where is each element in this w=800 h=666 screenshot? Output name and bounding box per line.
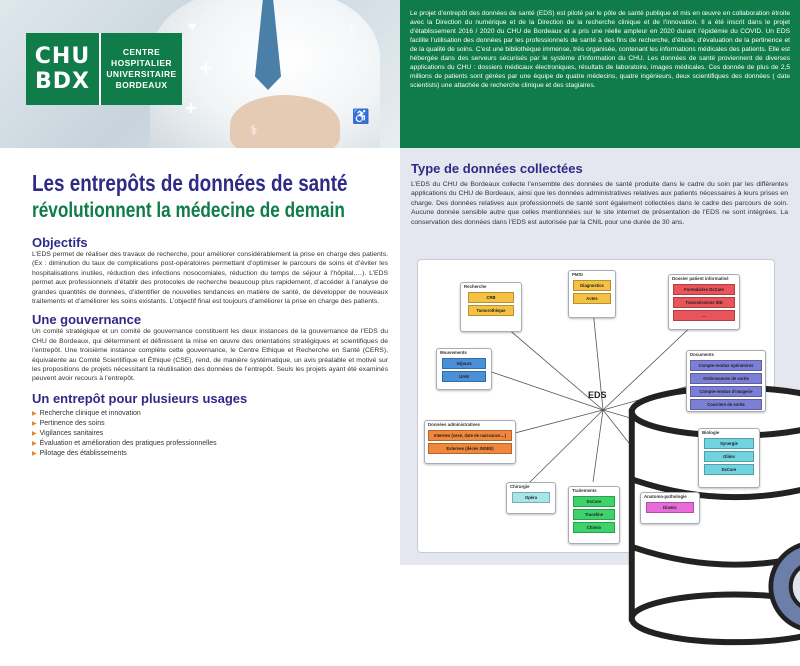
box-item: Externes (décès INSEE): [428, 443, 512, 454]
box-item: UAM: [442, 371, 486, 382]
logo-name-line: HOSPITALIER: [111, 58, 172, 68]
hero-photo: [0, 0, 400, 148]
medical-cross-icon: ✚: [185, 100, 197, 116]
types-heading: Type de données collectées: [411, 161, 583, 176]
triangle-bullet-icon: ▶: [32, 450, 37, 457]
objectifs-heading: Objectifs: [32, 235, 88, 250]
box-item: Formulaires DxCare: [673, 284, 735, 295]
list-item-label: Pilotage des établissements: [39, 449, 127, 457]
logo-name-line: BORDEAUX: [115, 80, 168, 90]
box-item: Diagnostics: [573, 280, 611, 291]
gouvernance-text: Un comité stratégique et un comité de gouvernance constituent les deux instances de la gouvernance de l’EDS du CHU de Bordeaux, qui déterminent et définissent la mise en œuvre des orientations stratégiques et scientifiques de l’entrepôt. Une troisième instance complète cette gouvernance, le Centre Ethique et Recherche en Santé (CERS), équivalente au Comité Scientifique et Éthique (CSE), rend, de manière systématique, un avis préalable et motivé sur les propositions de projets nécessitant la réutilisation des données de l’entrepôt. Seuls les projets ayant été examinés peuvent avoir recours à l’entrepôt.: [32, 328, 388, 383]
box-item: Ordonnances de sortie: [690, 373, 762, 384]
intro-text: Le projet d’entrepôt des données de santé (EDS) est piloté par le pôle de santé publique et mis en œuvre en collaboration étroite avec la Direction du numérique et de la Direction de la recherche clinique et de l’innovation. Il a été inscrit dans le projet d’établissement 2016 / 2020 du CHU de Bordeaux et a pris une réelle ampleur en 2020 durant l’épidémie du COVID. Un EDS facilite l’utilisation des données par les professionnels de santé à des fins de recherche, d’étude, d’évaluation de la pertinence et de la qualité de soins. C’est une bibliothèque immense, très organisée, contenant les informations médicales des patients. Elle est hébergée dans des serveurs sécurisés par le système d’information du CHU. Les données de santé proviennent de diverses applications du CHU : dossiers médicaux électroniques, résultats de laboratoire, images médicales. Ces donnée de plus de 2,5 millions de patients sont gérées par une équipe de quatre médecins, quatre ingénieurs, deux scientifiques des données ( date scientists) une attachée de recherche clinique et des stagiaires.: [410, 10, 790, 89]
box-item: Actes: [573, 293, 611, 304]
usages-heading: Un entrepôt pour plusieurs usages: [32, 390, 248, 406]
intro-box: [400, 0, 800, 148]
box-title: Documents: [690, 352, 714, 357]
heart-icon: ♥: [188, 18, 197, 34]
pill-icon: ✚: [200, 60, 212, 76]
eds-database-icon: [568, 372, 638, 446]
logo-name-line: CENTRE: [122, 47, 161, 57]
box-item: DxCare: [573, 496, 615, 507]
microscope-icon: ⚕: [348, 22, 356, 38]
box-item: Courriers de sortie: [690, 399, 762, 410]
box-item: Compte-rendus opératoires: [690, 360, 762, 371]
logo-name: [101, 33, 182, 105]
diagram-box-pmsi: [568, 270, 616, 318]
gouvernance-heading: Une gouvernance: [32, 312, 142, 328]
page-title-line1: Les entrepôts de données de santé: [32, 170, 348, 196]
box-title: Dossier patient informatisé: [672, 276, 729, 281]
diagram-box-recherche: [460, 282, 522, 332]
section-objectifs: [32, 235, 388, 306]
list-item: [32, 449, 388, 459]
eds-label: EDS: [588, 390, 607, 400]
box-title: Traitements: [572, 488, 597, 493]
box-item: Séjours: [442, 358, 486, 369]
diagram-box-dossier-patient: [668, 274, 740, 330]
box-item: Synergie: [704, 438, 754, 449]
diagram-box-traitements: [568, 486, 620, 544]
list-item: [32, 409, 388, 419]
logo-name-line: UNIVERSITAIRE: [106, 69, 177, 79]
box-item: ...: [673, 310, 735, 321]
list-item-label: Pertinence des soins: [39, 419, 105, 427]
box-title: Recherche: [464, 284, 487, 289]
right-column: [400, 148, 800, 565]
logo-line-bdx: BDX: [35, 69, 90, 94]
types-text: L’EDS du CHU de Bordeaux collecte l’ensemble des données de santé produite dans le cadre du soin par les différentes applications du CHU de Bordeaux, ainsi que les données administratives relatives aux patients nécessaires à leurs prises en charge. Des données relatives aux professionnels de santé sont également collectées dans le cadre des parcours de soin. Aucune donnée sensible autre que celles mentionnées sur le site internet de présentation de l’EDS ne sont intégrées. La conservation des données dans l’EDS est autorisée par la CNIL pour une durée de 30 ans.: [411, 181, 788, 226]
list-item: [32, 429, 388, 439]
box-item: Tumorothèque: [468, 305, 514, 316]
section-usages: [32, 391, 388, 459]
diagram-box-mouvements: [436, 348, 492, 390]
eds-diagram: [417, 259, 775, 553]
box-title: Données administratives: [428, 422, 480, 427]
box-title: PMSI: [572, 272, 583, 277]
logo-line-chu: CHU: [34, 44, 91, 69]
box-item: Traceline: [573, 509, 615, 520]
diagram-box-biologie: [698, 428, 760, 488]
diagram-box-donnees-administratives: [424, 420, 516, 464]
list-item: [32, 419, 388, 429]
box-title: Biologie: [702, 430, 720, 435]
usages-list: [32, 409, 388, 459]
list-item-label: Recherche clinique et innovation: [39, 409, 141, 417]
page-title-line2: révolutionnent la médecine de demain: [32, 199, 345, 222]
wheelchair-icon: ♿: [352, 108, 370, 124]
doctor-hand-illustration: [230, 95, 340, 148]
objectifs-text: L’EDS permet de réaliser des travaux de recherche, pour améliorer considérablement la prise en charge des patients. (Ex : diminution du taux de complications post-opératoires permettant d’optimiser le parcours de soins et d’éviter les hospitalisations inutiles, réduction des infections nosocomiales, réduction du temps de séjour à l’hôpital,…). L’EDS permet aux professionnels d’établir des protocoles de recherche beaucoup plus rapidement, d’accéder à l’analyse de grandes quantités de données, d’identifier de nouvelles tendances en matière de santé, de développer de nouveaux traitements et d’améliorer les soins existants. L’objectif final est toujours d’améliorer la prise en charge des patients.: [32, 251, 388, 306]
box-item: Transmissions IDE: [673, 297, 735, 308]
diagram-box-chirurgie: [506, 482, 556, 514]
box-item: Internes (sexe, date de naissance…): [428, 430, 512, 441]
box-title: Chirurgie: [510, 484, 530, 489]
chu-logo: [26, 33, 182, 105]
list-item-label: Vigilances sanitaires: [39, 429, 104, 437]
box-item: Opéra: [512, 492, 550, 503]
triangle-bullet-icon: ▶: [32, 430, 37, 437]
box-item: Compte-rendus d’imagerie: [690, 386, 762, 397]
box-title: Mouvements: [440, 350, 467, 355]
box-item: CRB: [468, 292, 514, 303]
logo-chu-mark: [26, 33, 101, 105]
triangle-bullet-icon: ▶: [32, 440, 37, 447]
list-item: [32, 439, 388, 449]
left-column: [0, 148, 400, 565]
box-item: Diamic: [646, 502, 694, 513]
list-item-label: Évaluation et amélioration des pratiques professionnelles: [39, 439, 217, 447]
box-item: Glims: [704, 451, 754, 462]
triangle-bullet-icon: ▶: [32, 410, 37, 417]
box-item: DxCare: [704, 464, 754, 475]
section-gouvernance: [32, 312, 388, 383]
stethoscope-icon: ⚕: [250, 122, 258, 138]
box-title: Anatomo-pathologie: [644, 494, 687, 499]
triangle-bullet-icon: ▶: [32, 420, 37, 427]
diagram-box-anatomo-pathologie: [640, 492, 700, 524]
box-item: Chimio: [573, 522, 615, 533]
diagram-box-documents: [686, 350, 766, 412]
